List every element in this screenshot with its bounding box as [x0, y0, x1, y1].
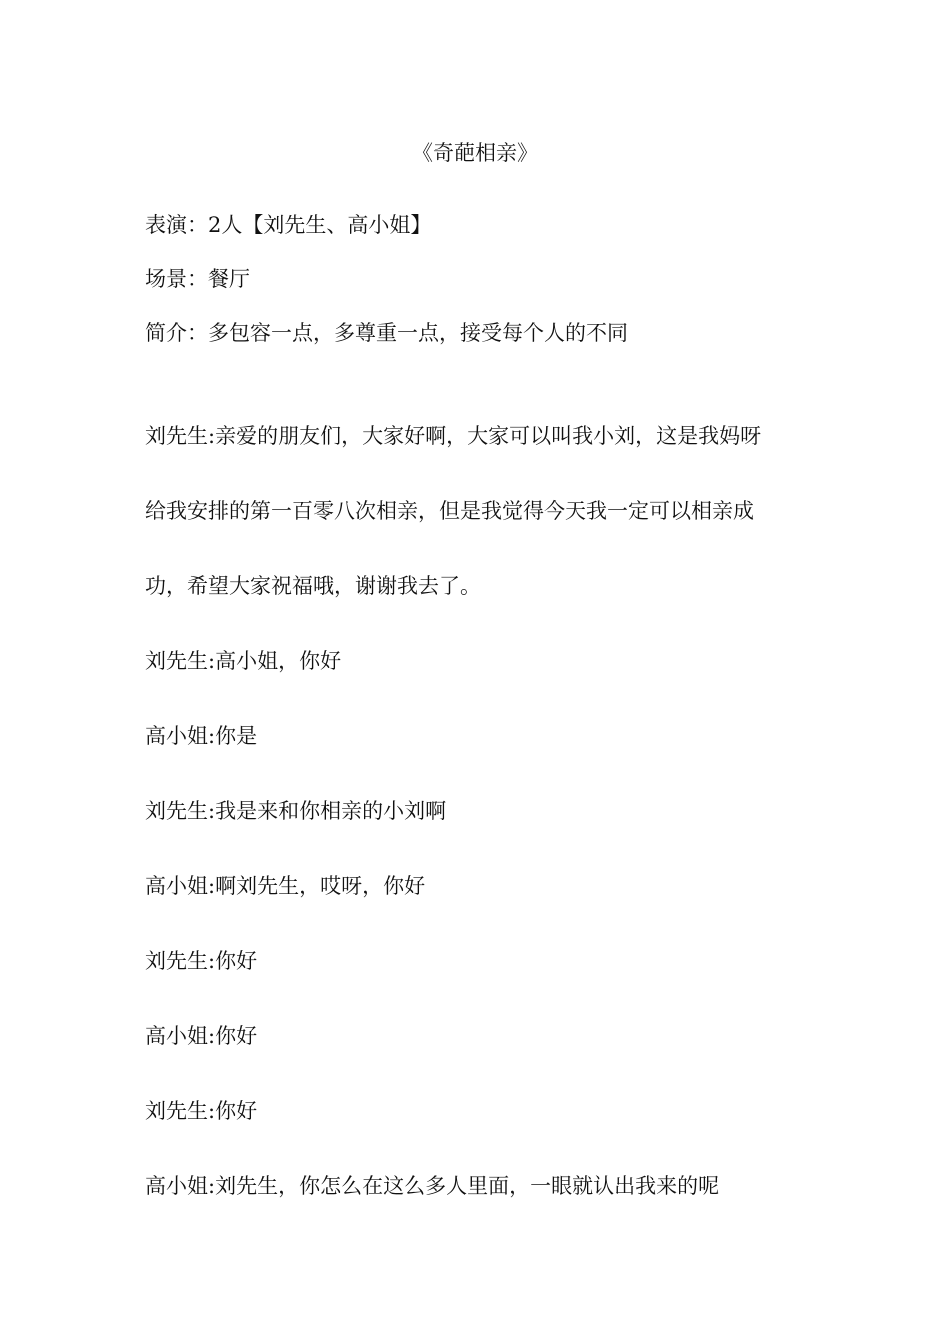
summary-line: 简介：多包容一点，多尊重一点，接受每个人的不同: [145, 321, 628, 345]
script-meta: [145, 210, 845, 372]
dialogue-line: [145, 646, 815, 676]
dialogue-line-text: 高小姐:啊刘先生，哎呀，你好: [145, 874, 426, 898]
document-title: 《奇葩相亲》: [412, 141, 538, 165]
dialogue-line-text: 刘先生:亲爱的朋友们，大家好啊，大家可以叫我小刘，这是我妈呀: [145, 424, 762, 448]
dialogue-line: [145, 796, 815, 826]
dialogue-line-text: 高小姐:你是: [145, 724, 258, 748]
dialogue-line-text: 刘先生:高小姐，你好: [145, 649, 342, 673]
dialogue-line-text: 刘先生:你好: [145, 1099, 258, 1123]
dialogue-line-text: 高小姐:你好: [145, 1024, 258, 1048]
scene-line: 场景：餐厅: [145, 267, 250, 291]
dialogue-line-text: 功，希望大家祝福哦，谢谢我去了。: [145, 574, 481, 598]
dialogue-line-text: 高小姐:刘先生，你怎么在这么多人里面，一眼就认出我来的呢: [145, 1174, 720, 1198]
dialogue-line-text: 给我安排的第一百零八次相亲，但是我觉得今天我一定可以相亲成: [145, 499, 754, 523]
dialogue-line: [145, 421, 815, 601]
dialogue-line: [145, 1021, 815, 1051]
dialogue-line-text: 刘先生:我是来和你相亲的小刘啊: [145, 799, 447, 823]
dialogue-line-text: 刘先生:你好: [145, 949, 258, 973]
cast-line: 表演：2人【刘先生、高小姐】: [145, 213, 432, 237]
dialogue-line: [145, 1096, 815, 1126]
dialogue-line: [145, 721, 815, 751]
dialogue-line: [145, 946, 815, 976]
dialogue-line: [145, 1171, 815, 1201]
dialogue-line: [145, 871, 815, 901]
dialogue: [145, 421, 815, 1246]
